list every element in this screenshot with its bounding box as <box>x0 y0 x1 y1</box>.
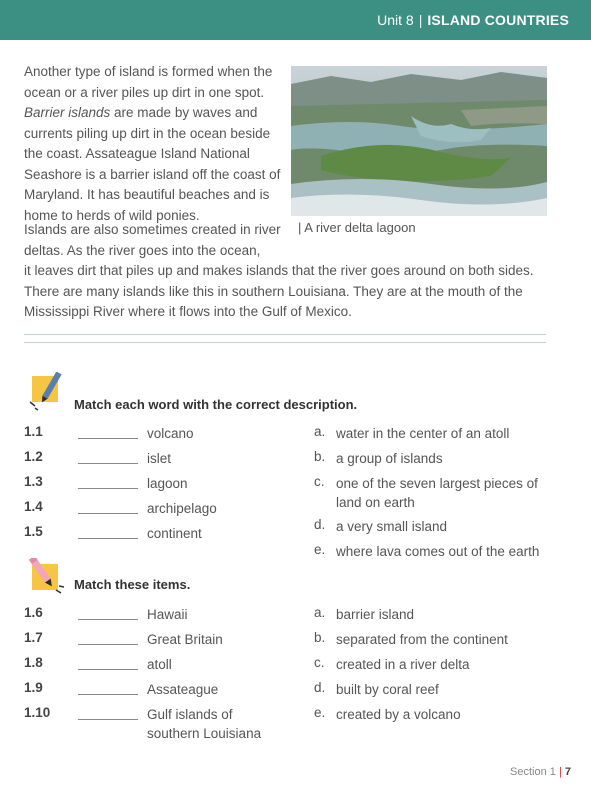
choice-description: water in the center of an atoll <box>336 426 510 441</box>
choice-letter: c. <box>314 655 325 670</box>
barrier-islands-term: Barrier islands <box>24 105 111 120</box>
choice-letter: d. <box>314 517 326 532</box>
unit-header-bar <box>0 0 591 40</box>
answer-blank[interactable] <box>78 488 138 489</box>
footer-separator: | <box>558 766 562 778</box>
choice-letter: a. <box>314 424 326 439</box>
delta-paragraph-start: Islands are also sometimes created in river deltas. As the river goes into the ocean, <box>24 222 281 258</box>
choice-description: created in a river delta <box>336 657 470 672</box>
choice-letter: e. <box>314 542 326 557</box>
answer-blank[interactable] <box>78 644 138 645</box>
header-separator: | <box>418 12 423 28</box>
intro-text-start: Another type of island is formed when the ocean or a river piles up dirt in one spot. <box>24 64 273 100</box>
intro-paragraph <box>24 62 282 226</box>
exercise-1-heading: Match each word with the correct description. <box>74 397 358 412</box>
match-term: lagoon <box>147 476 188 491</box>
match-term: archipelago <box>147 501 217 516</box>
choice-letter: b. <box>314 449 326 464</box>
question-number: 1.8 <box>24 655 43 670</box>
match-row <box>24 424 564 446</box>
match-term: atoll <box>147 657 172 672</box>
choice-description: barrier island <box>336 607 415 622</box>
question-number: 1.9 <box>24 680 43 695</box>
question-number: 1.2 <box>24 449 43 464</box>
choice-letter: c. <box>314 474 325 489</box>
match-term: Assateague <box>147 682 219 697</box>
answer-blank[interactable] <box>78 694 138 695</box>
question-number: 1.7 <box>24 630 43 645</box>
answer-blank[interactable] <box>78 719 138 720</box>
match-row <box>24 630 564 652</box>
river-delta-image <box>291 66 547 216</box>
match-row <box>24 449 564 471</box>
match-row <box>24 705 564 745</box>
choice-description: built by coral reef <box>336 682 439 697</box>
intro-text-end: are made by waves and currents piling up dirt in the ocean beside the coast. Assateague Island National Seashore is a barrier island off the coast of Maryland. It has beautiful beaches and is home to herds of wild ponies. <box>24 105 281 223</box>
divider-rule <box>24 334 546 335</box>
choice-description: one of the seven largest pieces of land on earth <box>336 476 538 510</box>
choice-description: a very small island <box>336 519 448 534</box>
page-number: 7 <box>564 766 571 778</box>
unit-title: ISLAND COUNTRIES <box>427 12 569 28</box>
match-term: Great Britain <box>147 632 223 647</box>
unit-label: Unit 8 <box>377 12 414 28</box>
answer-blank[interactable] <box>78 438 138 439</box>
page-footer <box>510 766 571 778</box>
match-term: Hawaii <box>147 607 188 622</box>
match-row <box>24 655 564 677</box>
match-term: islet <box>147 451 172 466</box>
choice-description: a group of islands <box>336 451 443 466</box>
exercise-2-heading: Match these items. <box>74 577 191 592</box>
question-number: 1.1 <box>24 424 43 439</box>
question-number: 1.5 <box>24 524 43 539</box>
match-term: continent <box>147 526 202 541</box>
answer-blank[interactable] <box>78 619 138 620</box>
pencil-exercise-icon <box>26 372 66 412</box>
answer-blank[interactable] <box>78 669 138 670</box>
match-term: volcano <box>147 426 194 441</box>
pencil-exercise-icon <box>26 558 66 598</box>
question-number: 1.4 <box>24 499 43 514</box>
river-delta-photo <box>291 66 547 216</box>
question-number: 1.6 <box>24 605 43 620</box>
match-term: Gulf islands of southern Louisiana <box>147 707 262 741</box>
delta-paragraph-rest: it leaves dirt that piles up and makes islands that the river goes around on both sides. There are many islands like this in southern Louisiana. They are at the mouth of the Mississippi River where it flows into the Gulf of Mexico. <box>24 263 534 319</box>
photo-caption: | A river delta lagoon <box>298 220 416 235</box>
choice-description: created by a volcano <box>336 707 461 722</box>
match-row <box>24 605 564 627</box>
match-row <box>24 542 564 564</box>
footer-section: Section 1 <box>510 766 556 778</box>
choice-letter: a. <box>314 605 326 620</box>
answer-blank[interactable] <box>78 513 138 514</box>
divider-rule <box>24 342 546 343</box>
question-number: 1.10 <box>24 705 51 720</box>
question-number: 1.3 <box>24 474 43 489</box>
choice-description: separated from the continent <box>336 632 508 647</box>
answer-blank[interactable] <box>78 538 138 539</box>
answer-blank[interactable] <box>78 463 138 464</box>
choice-letter: b. <box>314 630 326 645</box>
choice-letter: d. <box>314 680 326 695</box>
choice-description: where lava comes out of the earth <box>336 544 540 559</box>
choice-letter: e. <box>314 705 326 720</box>
match-row <box>24 680 564 702</box>
